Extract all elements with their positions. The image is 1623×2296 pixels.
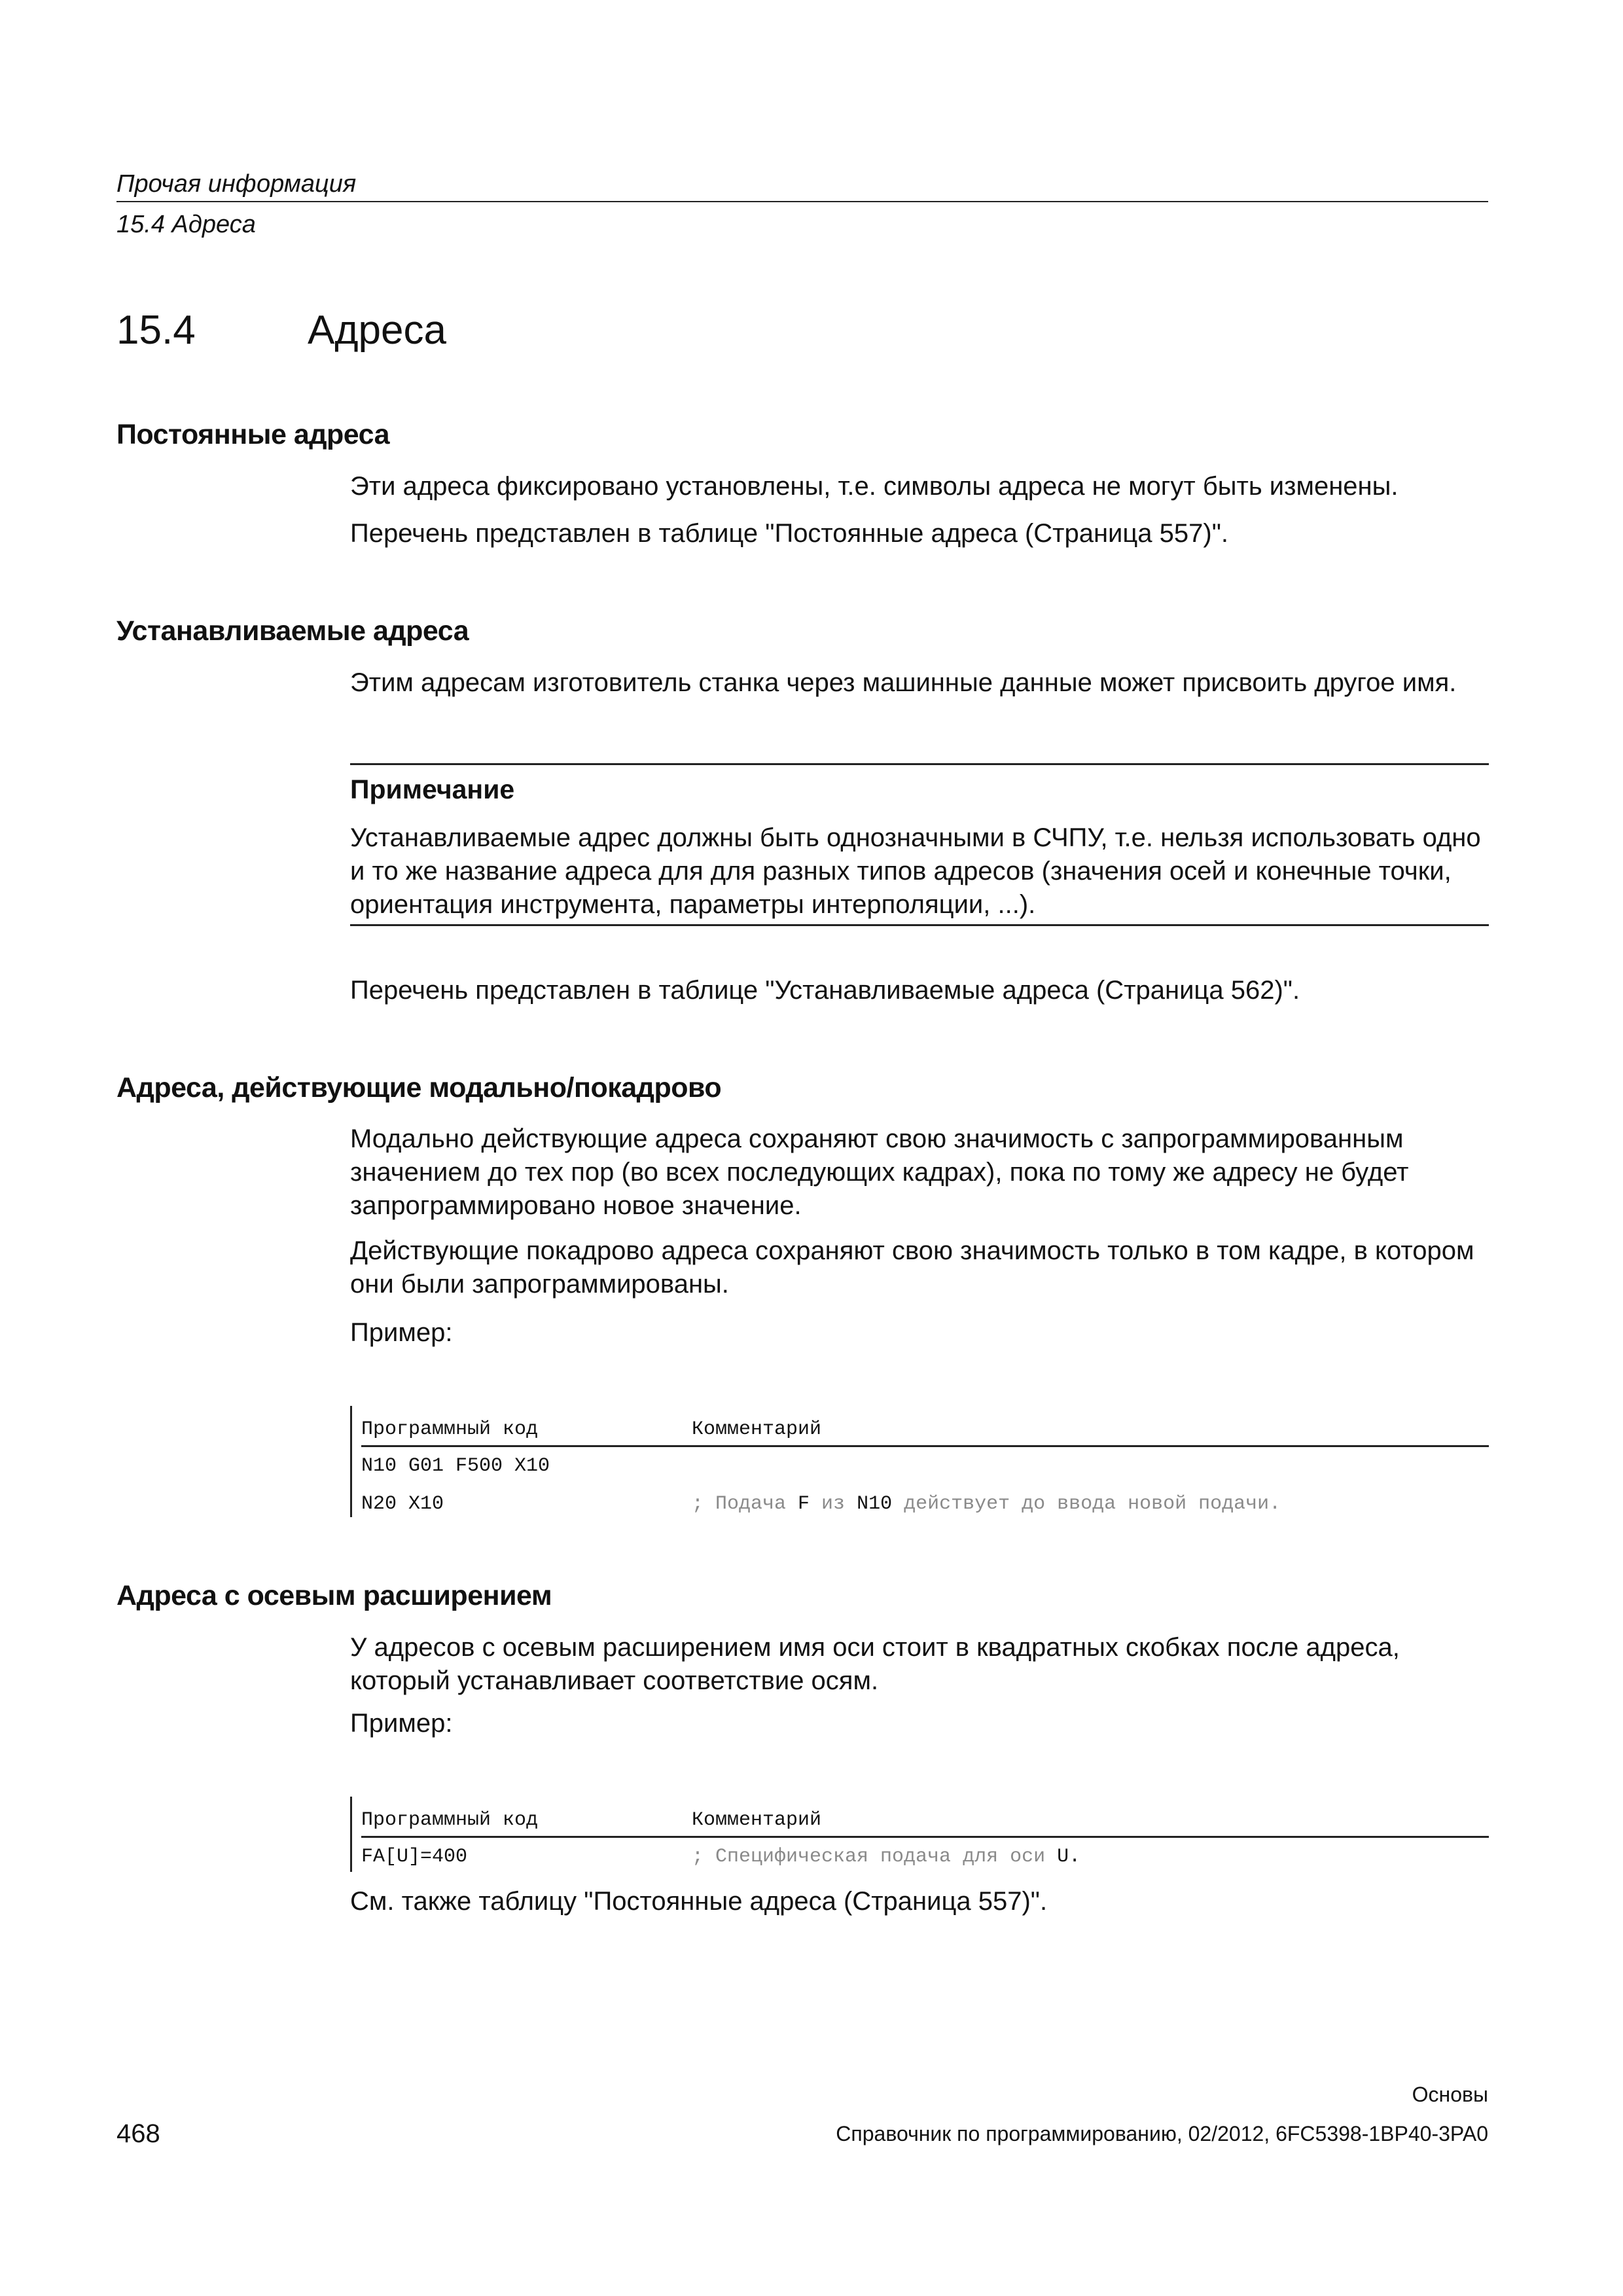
note-text: Устанавливаемые адрес должны быть однозначными в СЧПУ, т.е. нельзя использовать одно и то же название адреса для для разных типов адресов (значения осей и конечные точки, ориентация инструмента, параметры интерполяции, ...). [350,823,1481,919]
chapter-title: Адреса [308,308,446,353]
section-heading-fixed-addresses: Постоянные адреса [116,419,390,450]
header-section-path: Прочая информация [116,170,357,198]
page-number: 468 [116,2119,160,2148]
code-table-left-bar [350,1797,352,1872]
code-cell: FA[U]=400 [361,1846,468,1868]
paragraph: Этим адресам изготовитель станка через машинные данные может присвоить другое имя. [350,668,1457,697]
comment-cell [692,1844,1080,1870]
paragraph: Перечень представлен в таблице "Постоянные адреса (Страница 557)". [350,519,1229,548]
col-header-comment: Комментарий [692,1809,822,1831]
note-title: Примечание [350,774,515,804]
paragraph: См. также таблицу "Постоянные адреса (Страница 557)". [350,1887,1048,1916]
paragraph: Пример: [350,1318,453,1347]
paragraph: Эти адреса фиксировано установлены, т.е. символы адреса не могут быть изменены. [350,472,1399,501]
comment-text: из [810,1493,857,1515]
code-cell: N20 X10 [361,1493,444,1515]
code-table-left-bar [350,1406,352,1517]
note-top-rule [350,763,1489,765]
section-heading-axis-extension: Адреса с осевым расширением [116,1580,552,1611]
header-rule [116,201,1488,202]
section-heading-settable-addresses: Устанавливаемые адреса [116,615,469,647]
col-header-code: Программный код [361,1809,539,1831]
comment-text: ; Специфическая подача для оси [692,1846,1058,1868]
paragraph: Модально действующие адреса сохраняют свою значимость с запрограммированным значением до тех пор (во всех последующих кадрах), пока по тому же адресу не будет запрограммировано новое значение. [350,1124,1409,1220]
paragraph: Пример: [350,1709,453,1738]
comment-keyword: F [798,1493,810,1515]
col-header-code: Программный код [361,1418,539,1441]
code-table-header [361,1804,1489,1838]
code-table [350,1406,1489,1524]
code-cell: N10 G01 F500 X10 [361,1455,550,1477]
chapter-number: 15.4 [116,308,196,353]
section-heading-modal-addresses: Адреса, действующие модально/покадрово [116,1072,722,1103]
comment-text: ; Подача [692,1493,798,1515]
header-subsection: 15.4 Адреса [116,211,256,238]
comment-keyword: N10 [857,1493,893,1515]
col-header-comment: Комментарий [692,1418,822,1441]
paragraph: У адресов с осевым расширением имя оси стоит в квадратных скобках после адреса, который устанавливает соответствие осям. [350,1633,1400,1695]
comment-cell [692,1491,1281,1517]
footer-manual: Справочник по программированию, 02/2012, 6FC5398-1BP40-3PA0 [836,2122,1488,2145]
paragraph: Действующие покадрово адреса сохраняют свою значимость только в том кадре, в котором они были запрограммированы. [350,1236,1474,1299]
comment-text: действует до ввода новой подачи. [892,1493,1281,1515]
code-table-header [361,1414,1489,1447]
note-bottom-rule [350,924,1489,926]
comment-keyword: U. [1057,1846,1081,1868]
paragraph: Перечень представлен в таблице "Устанавливаемые адреса (Страница 562)". [350,976,1300,1005]
footer-book: Основы [1412,2083,1488,2106]
code-table [350,1797,1489,1878]
running-header [116,164,1488,245]
